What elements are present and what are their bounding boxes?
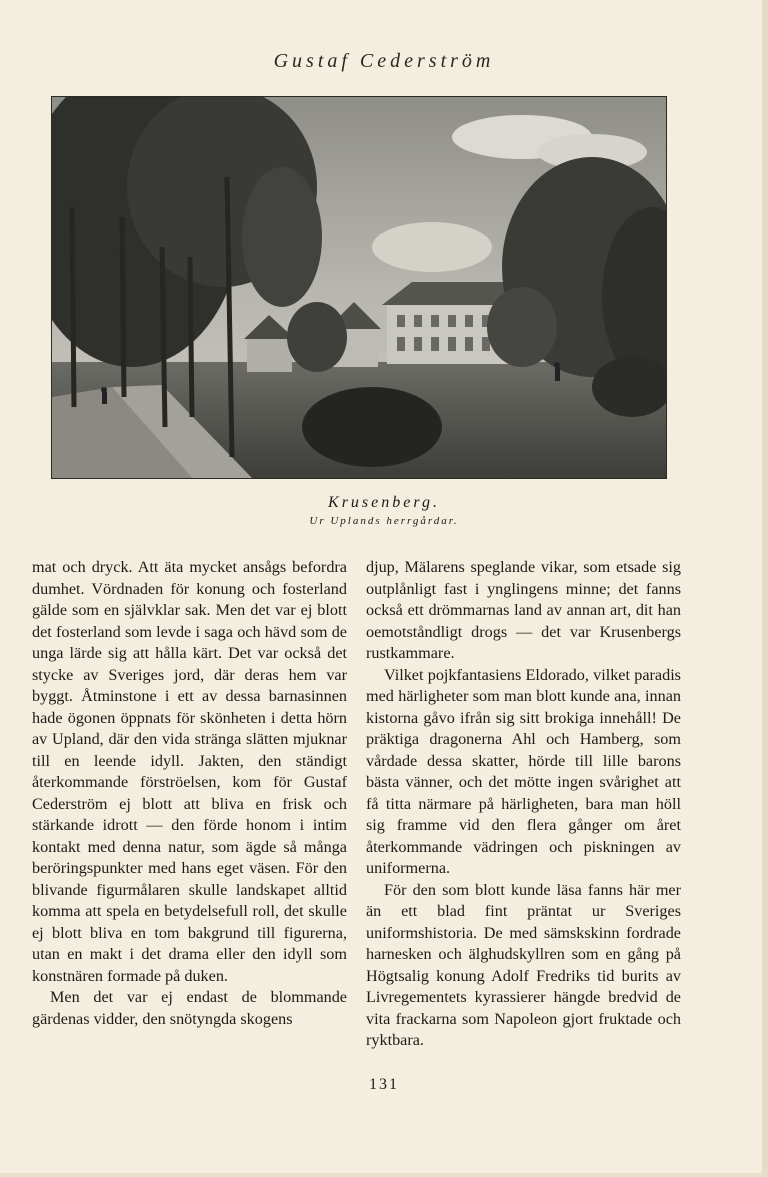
illustration-caption-source: Ur Uplands herrgårdar. bbox=[309, 515, 459, 527]
body-paragraph: Men det var ej endast de blommande gärdenas vidder, den snötyngda skogens bbox=[32, 988, 347, 1028]
illustration-caption-title: Krusenberg. bbox=[328, 494, 440, 511]
right-text-column bbox=[366, 557, 681, 1052]
body-paragraph: För den som blott kunde läsa fanns här mer än ett blad fint präntat ur Sveriges uniformshistoria. De med sämskskinn fordrade harnesken och älghudskyllren som en gång på Högtsalig konung Adolf Fredriks tid burits av Livregementets kyrassierer hängde bredvid de vita frackarna som Napoleon gjort fruktade och ryktbara. bbox=[366, 880, 681, 1049]
manor-engraving bbox=[52, 97, 666, 478]
engraving-illustration bbox=[51, 96, 667, 479]
body-paragraph: djup, Mälarens speglande vikar, som etsade sig outplånligt fast i ynglingens minne; det fanns också ett drömmarnas land av annan art, dit han oemotståndligt drogs — det var Krusenbergs rustkammare. bbox=[366, 558, 681, 662]
page-number: 131 bbox=[369, 1076, 399, 1093]
body-paragraph: Vilket pojkfantasiens Eldorado, vilket paradis med härligheter som man blott kunde ana, innan kistorna gåvo ifrån sig sitt brokiga innehåll! De präktiga dragonerna Ahl och Hamberg, som vårdade dessa skatter, hörde till lille barons bästa vänner, och det mötte ingen svårighet att få titta närmare på härligheten, bara man höll sig framme vid den flera gånger om året återkommande vädringen och piskningen av uniformerna. bbox=[366, 665, 681, 877]
left-text-column bbox=[32, 557, 347, 1030]
running-head: Gustaf Cederström bbox=[273, 50, 495, 72]
body-paragraph: mat och dryck. Att äta mycket ansågs befordra dumhet. Vördnaden för konung och fosterland gälde som en självklar sak. Men det var ej blott det fosterland som levde i saga och hävd som de unga lärde sig att hålla kärt. Det var också det stycke av Sveriges jord, där deras hem var byggt. Åtminstone i ett av dessa barnasinnen hade ögonen öppnats för skönheten i detta hörn av Upland, där den vida stränga slätten mjuknar till en leende idyll. Jakten, den ständigt återkommande förströelsen, kom för Gustaf Cederström ej blott att bliva en frisk och stärkande idrott — den förde honom i intim kontakt med denna natur, som ägde så många beröringspunkter med hans eget väsen. För den blivande figurmålaren skulle landskapet alltid komma att spela en betydelsefull roll, det skulle ej blott bliva en tom bakgrund till figurerna, utan en makt i det drama eller den idyll som konstnären formade på duken. bbox=[32, 558, 347, 985]
